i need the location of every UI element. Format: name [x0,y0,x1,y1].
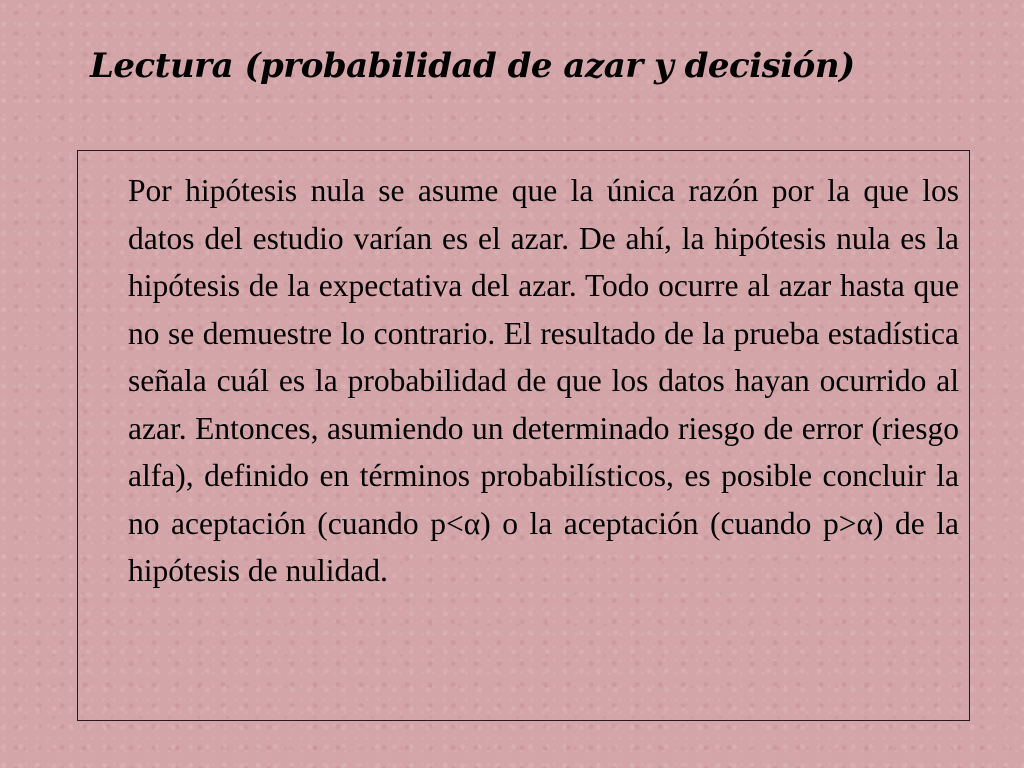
text-box [77,150,970,721]
slide-title: Lectura (probabilidad de azar y decisión) [90,46,855,86]
body-paragraph: Por hipótesis nula se asume que la única razón por la que los datos del estudio varían es el azar. De ahí, la hipótesis nula es la hipótesis de la expectativa del azar. Todo ocurre al azar hasta que no se demuestre lo contrario. El resultado de la prueba estadística señala cuál es la probabilidad de que los datos hayan ocurrido al azar. Entonces, asumiendo un determinado riesgo de error (riesgo alfa), definido en términos probabilísticos, es posible concluir la no aceptación (cuando p<α) o la aceptación (cuando p>α) de la hipótesis de nulidad. [128,173,959,588]
